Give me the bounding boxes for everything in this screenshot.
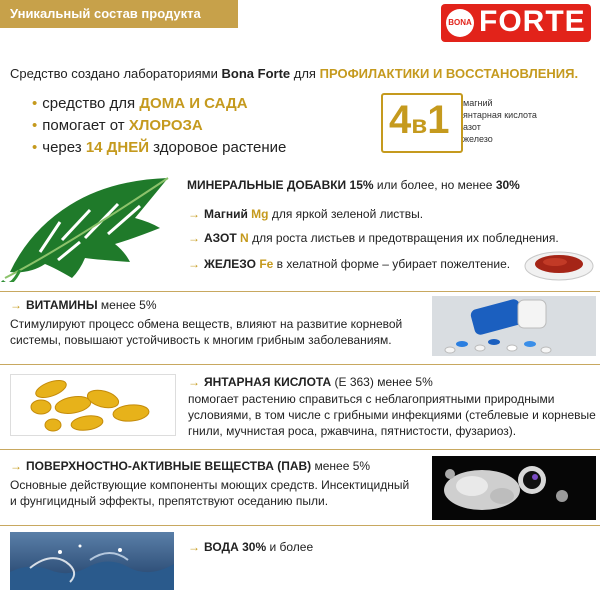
four-in-one-label: 4в1 — [389, 98, 450, 142]
bullet-icon: • — [32, 139, 38, 156]
list-item: → ЖЕЛЕЗО Fe в хелатной форме – убирает пожелтение. — [188, 257, 511, 271]
arrow-icon: → — [188, 231, 200, 245]
water-image — [10, 532, 174, 590]
list-item: магний — [463, 98, 493, 108]
succinic-text: помогает растению справиться с неблагоприятными природными условиями, в том числе с грибными инфекциями (стеблевые и корневые гнили, мучнистая роса, ржавчина, пятнистости, фузариоз). — [188, 392, 596, 438]
page-title: Уникальный состав продукта — [10, 6, 201, 21]
succinic-title: → ЯНТАРНАЯ КИСЛОТА (Е 363) менее 5% — [188, 375, 433, 389]
capsules-image — [10, 374, 176, 436]
arrow-icon: → — [10, 298, 22, 312]
intro-middle: для — [293, 66, 316, 81]
list-item: • помогает от ХЛОРОЗА — [32, 117, 203, 134]
intro-line — [10, 66, 578, 81]
brand-logo — [441, 4, 591, 42]
water-title: → ВОДА 30% и более — [188, 540, 314, 554]
benefit-list — [32, 93, 286, 159]
iron-powder-image — [522, 246, 596, 284]
bullet-icon: • — [32, 95, 38, 112]
list-item: янтарная кислота — [463, 110, 537, 120]
list-item: • средство для ДОМА И САДА — [32, 95, 248, 112]
intro-brand: Bona Forte — [221, 66, 291, 81]
arrow-icon: → — [188, 257, 200, 271]
intro-prefix: Средство создано лабораториями — [10, 66, 218, 81]
list-item: • через 14 ДНЕЙ здоровое растение — [32, 139, 287, 156]
monstera-leaf-image — [0, 160, 175, 282]
arrow-icon: → — [188, 540, 200, 554]
surfactants-title: → ПОВЕРХНОСТНО-АКТИВНЫЕ ВЕЩЕСТВА (ПАВ) менее 5% — [10, 459, 371, 473]
list-item: → Магний Mg для яркой зеленой листвы. — [188, 207, 424, 221]
surfactants-text: Основные действующие компоненты моющих средств. Инсектицидный и фунгицидный эффекты, препятствуют оседанию пыли. — [10, 478, 410, 508]
list-item: железо — [463, 134, 493, 144]
bullet-icon: • — [32, 117, 38, 134]
arrow-icon: → — [188, 375, 200, 389]
intro-highlight: ПРОФИЛАКТИКИ И ВОССТАНОВЛЕНИЯ. — [319, 66, 579, 81]
list-item: → АЗОТ N для роста листьев и предотвращения их побледнения. — [188, 231, 559, 245]
ingredient-list — [463, 97, 537, 145]
divider — [0, 525, 600, 526]
vitamins-title: → ВИТАМИНЫ менее 5% — [10, 298, 157, 312]
pills-image — [432, 296, 596, 356]
brand-logo-circle: BONA — [446, 9, 474, 37]
arrow-icon: → — [10, 459, 22, 473]
divider — [0, 449, 600, 450]
divider — [0, 364, 600, 365]
foam-image — [432, 456, 596, 520]
divider — [0, 291, 600, 292]
vitamins-text: Стимулируют процесс обмена веществ, влияют на развитие корневой системы, повышают устойчивость к многим грибным заболеваниям. — [10, 317, 403, 347]
arrow-icon: → — [188, 207, 200, 221]
list-item: азот — [463, 122, 481, 132]
minerals-title: МИНЕРАЛЬНЫЕ ДОБАВКИ 15% или более, но менее 30% — [187, 178, 520, 192]
brand-logo-text: FORTE — [479, 5, 586, 38]
